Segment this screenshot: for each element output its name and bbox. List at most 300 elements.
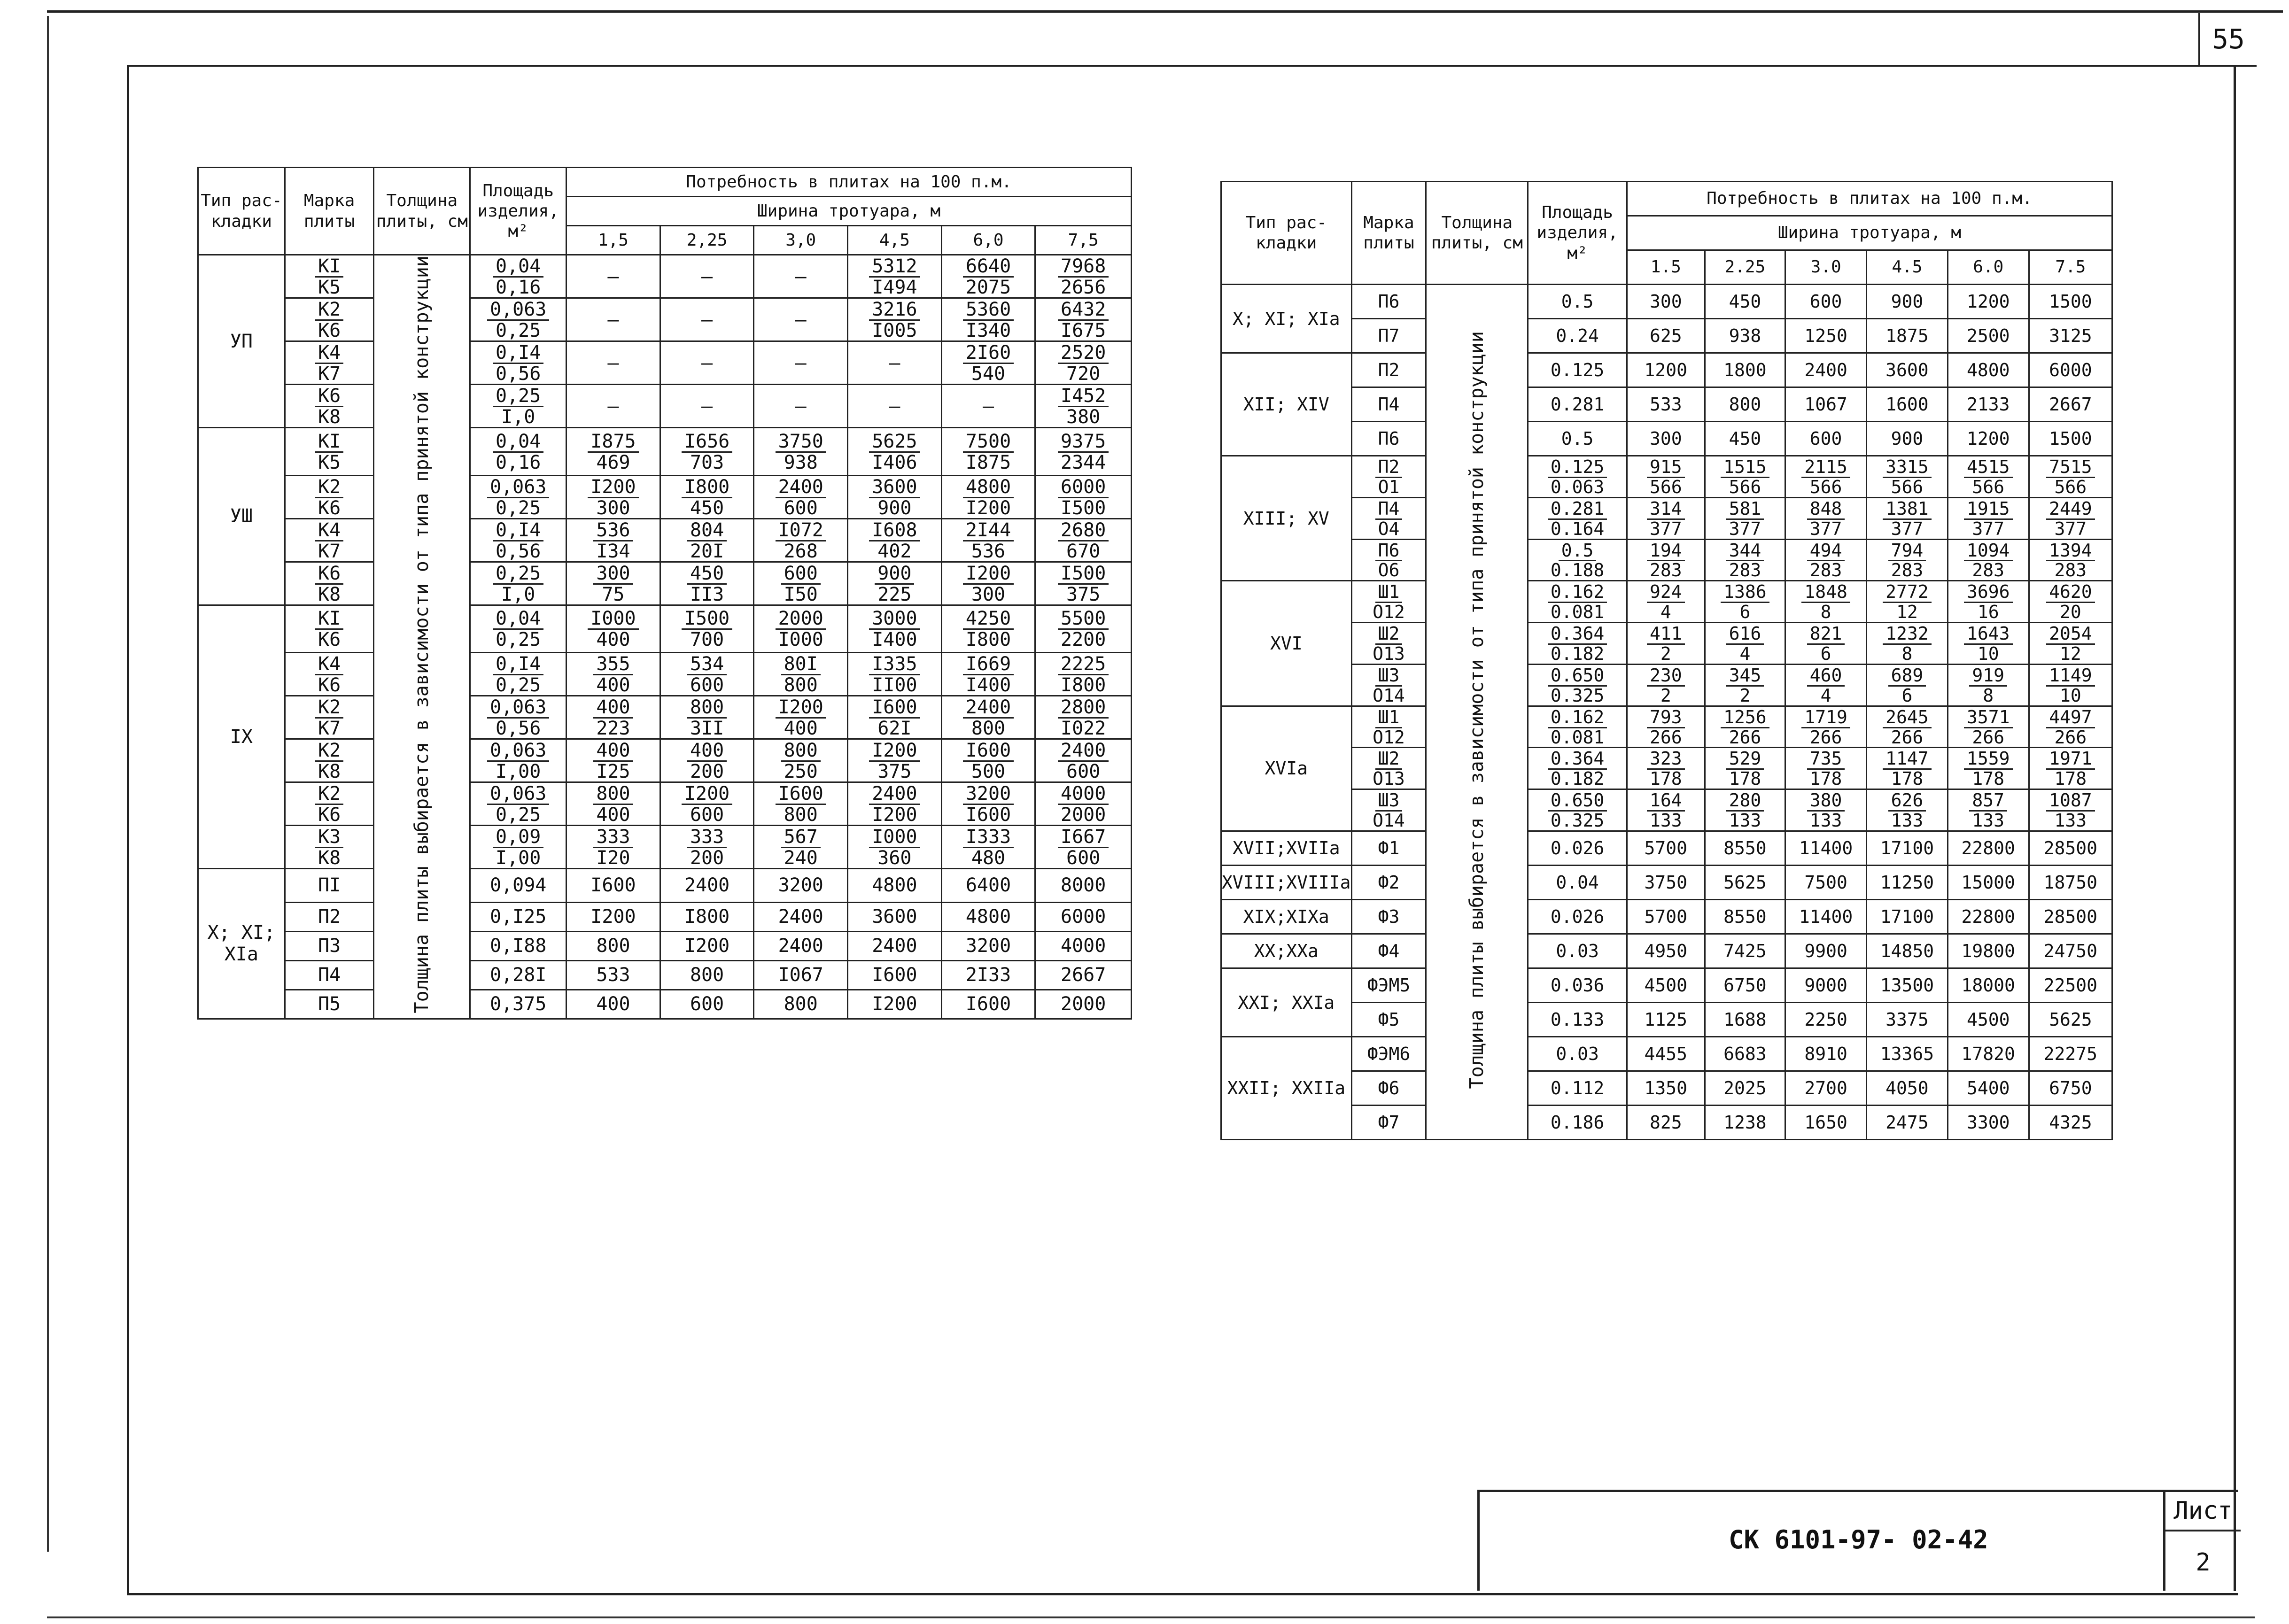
numerator: 800 bbox=[593, 784, 633, 805]
denominator: I,00 bbox=[496, 761, 541, 782]
need-value bbox=[2029, 664, 2112, 706]
cell-value: 600 bbox=[690, 993, 724, 1015]
fraction bbox=[869, 256, 920, 297]
numerator: 567 bbox=[781, 827, 821, 848]
need-value bbox=[1867, 968, 1948, 1003]
need-value bbox=[1948, 1003, 2029, 1037]
numerator: 1915 bbox=[1964, 500, 2013, 520]
numerator: 0,I4 bbox=[493, 654, 543, 675]
need-value bbox=[1785, 497, 1867, 539]
table-row bbox=[198, 341, 1132, 385]
cell-value: 19800 bbox=[1961, 941, 2015, 962]
need-value bbox=[1867, 387, 1948, 422]
cell-value: 1350 bbox=[1644, 1078, 1688, 1099]
need-value bbox=[1948, 968, 2029, 1003]
fraction bbox=[1373, 625, 1405, 664]
denominator: I494 bbox=[872, 277, 917, 298]
header-width-value: 4,5 bbox=[848, 226, 942, 255]
cell-value: 2400 bbox=[684, 874, 730, 897]
fraction bbox=[1548, 791, 1607, 830]
cell-value: 1250 bbox=[1804, 325, 1847, 346]
fraction bbox=[1548, 708, 1607, 747]
fraction bbox=[1373, 708, 1405, 747]
cell-value: 2400 bbox=[778, 935, 823, 957]
denominator: 178 bbox=[2054, 768, 2087, 789]
need-value bbox=[1785, 285, 1867, 319]
numerator: 494 bbox=[1807, 541, 1845, 562]
denominator: 500 bbox=[971, 761, 1006, 782]
area-value bbox=[1528, 706, 1627, 748]
numerator: 5360 bbox=[963, 300, 1014, 321]
need-value bbox=[848, 782, 942, 826]
need-value bbox=[848, 298, 942, 341]
need-value bbox=[1705, 831, 1785, 866]
need-value bbox=[754, 385, 848, 428]
numerator: Ш2 bbox=[1375, 625, 1403, 645]
fraction bbox=[1726, 541, 1764, 580]
need-value bbox=[754, 990, 848, 1019]
table-row bbox=[1221, 900, 2112, 934]
cell-value: 6400 bbox=[965, 874, 1011, 897]
need-value bbox=[1948, 353, 2029, 387]
layout-type: XIX;XIXa bbox=[1221, 900, 1352, 934]
numerator: 2772 bbox=[1883, 583, 1932, 603]
numerator: 5500 bbox=[1058, 609, 1109, 630]
need-value bbox=[1785, 748, 1867, 789]
denominator: 377 bbox=[1809, 518, 1842, 539]
area-value bbox=[470, 385, 566, 428]
need-value bbox=[1627, 748, 1705, 789]
need-value bbox=[1035, 826, 1132, 869]
need-value bbox=[1035, 696, 1132, 739]
cell-value: Ф2 bbox=[1378, 872, 1400, 893]
denominator: О1 bbox=[1378, 476, 1400, 497]
numerator: Ш1 bbox=[1375, 708, 1403, 728]
denominator: I,00 bbox=[496, 847, 541, 869]
need-value bbox=[1705, 456, 1785, 498]
need-value bbox=[2029, 748, 2112, 789]
fraction bbox=[2046, 750, 2095, 789]
fraction bbox=[588, 432, 638, 472]
cell-value: 17100 bbox=[1880, 838, 1934, 859]
numerator: 2115 bbox=[1801, 458, 1850, 478]
fraction bbox=[588, 609, 638, 650]
fraction bbox=[487, 697, 549, 738]
fraction bbox=[1726, 750, 1764, 789]
header-need: Потребность в плитах на 100 п.м. bbox=[1627, 182, 2112, 216]
denominator: 0,16 bbox=[496, 277, 541, 298]
denominator: 300 bbox=[596, 497, 630, 519]
cell-value: 3600 bbox=[1886, 360, 1929, 380]
need-value bbox=[1785, 664, 1867, 706]
numerator: 80I bbox=[781, 654, 821, 675]
denominator: К6 bbox=[318, 320, 341, 341]
fraction bbox=[1548, 500, 1607, 539]
numerator: 1643 bbox=[1964, 625, 2013, 645]
numerator: I200 bbox=[588, 477, 638, 498]
denominator: О14 bbox=[1373, 685, 1405, 706]
fraction bbox=[315, 256, 343, 297]
denominator: 0.182 bbox=[1550, 643, 1605, 665]
cell-value: 0.281 bbox=[1550, 394, 1605, 415]
need-value bbox=[1627, 706, 1705, 748]
denominator: 200 bbox=[690, 761, 724, 782]
header-width-value: 1.5 bbox=[1627, 250, 1705, 285]
header-mark: Марка плиты bbox=[285, 168, 374, 255]
numerator: 345 bbox=[1726, 666, 1764, 687]
numerator: I200 bbox=[682, 784, 732, 805]
cell-value: 3750 bbox=[1644, 872, 1688, 893]
fraction bbox=[315, 520, 343, 561]
denominator: 133 bbox=[2054, 810, 2087, 831]
fraction bbox=[1964, 583, 2013, 622]
cell-value: I800 bbox=[684, 906, 730, 928]
need-value bbox=[1627, 789, 1705, 831]
cell-value: – bbox=[607, 352, 619, 374]
area-value bbox=[470, 782, 566, 826]
cell-value: 533 bbox=[596, 964, 630, 986]
table-row bbox=[198, 902, 1132, 931]
need-value bbox=[754, 826, 848, 869]
denominator: 266 bbox=[1809, 727, 1842, 748]
fraction bbox=[963, 477, 1014, 518]
denominator: 2 bbox=[1660, 685, 1671, 706]
fraction bbox=[593, 784, 633, 825]
cell-value: 300 bbox=[1649, 428, 1682, 449]
area-value bbox=[470, 341, 566, 385]
need-value bbox=[754, 931, 848, 960]
denominator: 0,56 bbox=[496, 718, 541, 739]
numerator: 735 bbox=[1807, 750, 1845, 770]
denominator: О6 bbox=[1378, 560, 1400, 581]
denominator: К5 bbox=[318, 277, 341, 298]
fraction bbox=[1964, 708, 2013, 747]
need-value bbox=[660, 960, 754, 990]
need-value bbox=[1948, 319, 2029, 353]
denominator: 10 bbox=[1977, 643, 1999, 665]
need-value bbox=[1705, 497, 1785, 539]
denominator: 8 bbox=[1983, 685, 1994, 706]
need-value bbox=[566, 385, 660, 428]
need-value bbox=[1785, 900, 1867, 934]
need-value bbox=[1627, 664, 1705, 706]
fraction bbox=[1058, 564, 1109, 604]
denominator: 266 bbox=[1649, 727, 1682, 748]
numerator: I656 bbox=[682, 432, 732, 453]
numerator: 3315 bbox=[1883, 458, 1932, 478]
fraction bbox=[687, 827, 727, 868]
cell-value: П4 bbox=[1378, 394, 1400, 415]
need-value bbox=[754, 782, 848, 826]
denominator: 566 bbox=[1891, 476, 1924, 497]
area-value bbox=[470, 960, 566, 990]
fraction bbox=[1647, 750, 1685, 789]
fraction bbox=[2046, 583, 2095, 622]
denominator: 12 bbox=[2059, 643, 2081, 665]
numerator: К6 bbox=[315, 564, 343, 585]
fraction bbox=[588, 477, 638, 518]
numerator: 164 bbox=[1647, 791, 1685, 812]
numerator: I200 bbox=[776, 697, 826, 719]
numerator: 924 bbox=[1647, 583, 1685, 603]
numerator: 2680 bbox=[1058, 520, 1109, 541]
cell-value: I600 bbox=[590, 874, 636, 897]
cell-value: 2500 bbox=[1966, 325, 2010, 346]
cell-value: 450 bbox=[1729, 428, 1761, 449]
denominator: 2 bbox=[1739, 685, 1751, 706]
need-value bbox=[1948, 831, 2029, 866]
need-value bbox=[1705, 581, 1785, 623]
fraction bbox=[1647, 458, 1685, 497]
area-value bbox=[470, 518, 566, 562]
numerator: 6640 bbox=[963, 256, 1014, 278]
need-value bbox=[2029, 623, 2112, 665]
denominator: 133 bbox=[1809, 810, 1842, 831]
numerator: 1719 bbox=[1801, 708, 1850, 728]
header-need: Потребность в плитах на 100 п.м. bbox=[566, 168, 1132, 197]
denominator: 400 bbox=[784, 718, 818, 739]
need-value bbox=[848, 518, 942, 562]
fraction bbox=[687, 564, 727, 604]
fraction bbox=[963, 256, 1014, 297]
cell-value: 1200 bbox=[1966, 291, 2010, 312]
cell-value: 6000 bbox=[1061, 906, 1106, 928]
fraction bbox=[1647, 666, 1685, 705]
need-value bbox=[754, 298, 848, 341]
cell-value: 2250 bbox=[1804, 1009, 1847, 1030]
right-table bbox=[1220, 181, 2113, 1140]
need-value bbox=[1948, 497, 2029, 539]
fraction bbox=[1373, 750, 1405, 789]
need-value bbox=[1867, 285, 1948, 319]
numerator: 0,063 bbox=[487, 300, 549, 321]
need-value bbox=[1705, 623, 1785, 665]
numerator: 400 bbox=[687, 741, 727, 762]
need-value bbox=[1867, 422, 1948, 456]
sheet-left-line bbox=[47, 16, 49, 1552]
cell-value: 0.125 bbox=[1550, 360, 1605, 380]
numerator: 7515 bbox=[2046, 458, 2095, 478]
denominator: 0,25 bbox=[496, 497, 541, 519]
numerator: К4 bbox=[315, 520, 343, 541]
need-value bbox=[1705, 1071, 1785, 1106]
denominator: 0.325 bbox=[1550, 685, 1605, 706]
denominator: I20 bbox=[596, 847, 630, 869]
need-value bbox=[1705, 1106, 1785, 1140]
cell-value: 1875 bbox=[1886, 325, 1929, 346]
denominator: 200 bbox=[690, 847, 724, 869]
table-row bbox=[198, 428, 1132, 476]
cell-value: П3 bbox=[318, 935, 341, 957]
fraction bbox=[1548, 666, 1607, 705]
need-value bbox=[660, 902, 754, 931]
need-value bbox=[566, 902, 660, 931]
denominator: 133 bbox=[1972, 810, 2005, 831]
fraction bbox=[1058, 520, 1109, 561]
denominator: 800 bbox=[784, 804, 818, 826]
denominator: I875 bbox=[965, 451, 1011, 473]
need-value bbox=[848, 255, 942, 298]
cell-value: 4800 bbox=[965, 906, 1011, 928]
denominator: 800 bbox=[971, 718, 1006, 739]
numerator: I333 bbox=[963, 827, 1014, 848]
denominator: 240 bbox=[784, 847, 818, 869]
denominator: 268 bbox=[784, 540, 818, 562]
header-row bbox=[198, 168, 1132, 197]
need-value bbox=[1785, 706, 1867, 748]
need-value bbox=[1867, 1071, 1948, 1106]
need-value bbox=[660, 298, 754, 341]
fraction bbox=[593, 827, 633, 868]
fraction bbox=[315, 827, 343, 868]
fraction bbox=[869, 741, 920, 781]
denominator: 0,16 bbox=[496, 451, 541, 473]
area-value bbox=[1528, 900, 1627, 934]
need-value bbox=[1627, 831, 1705, 866]
denominator: 900 bbox=[877, 497, 912, 519]
need-value bbox=[566, 826, 660, 869]
need-value bbox=[1035, 960, 1132, 990]
need-value bbox=[1627, 623, 1705, 665]
fraction bbox=[963, 432, 1014, 472]
need-value bbox=[1948, 387, 2029, 422]
numerator: К2 bbox=[315, 300, 343, 321]
denominator: 300 bbox=[971, 583, 1006, 605]
layout-type: XVII;XVIIa bbox=[1221, 831, 1352, 866]
fraction bbox=[781, 741, 821, 781]
cell-value: 28500 bbox=[2043, 906, 2098, 928]
cell-value: П7 bbox=[1378, 325, 1400, 346]
need-value bbox=[1627, 1037, 1705, 1071]
need-value bbox=[754, 696, 848, 739]
denominator: 0.188 bbox=[1550, 560, 1605, 581]
need-value bbox=[1867, 456, 1948, 498]
need-value bbox=[1627, 456, 1705, 498]
cell-value: 0,375 bbox=[489, 993, 547, 1015]
need-value bbox=[1948, 664, 2029, 706]
denominator: О13 bbox=[1373, 643, 1405, 665]
need-value bbox=[1705, 1003, 1785, 1037]
denominator: 133 bbox=[1729, 810, 1761, 831]
need-value bbox=[941, 826, 1035, 869]
area-value bbox=[1528, 319, 1627, 353]
header-thickness: Толщина плиты, см bbox=[374, 168, 470, 255]
denominator: К6 bbox=[318, 497, 341, 519]
cell-value: 800 bbox=[1729, 394, 1761, 415]
fraction bbox=[1375, 500, 1403, 539]
denominator: 0.063 bbox=[1550, 476, 1605, 497]
cell-value: 4950 bbox=[1644, 941, 1688, 962]
fraction bbox=[315, 697, 343, 738]
cell-value: 0.03 bbox=[1556, 941, 1599, 962]
fraction bbox=[776, 432, 826, 472]
need-value bbox=[1785, 789, 1867, 831]
fraction bbox=[776, 477, 826, 518]
cell-value: 14850 bbox=[1880, 941, 1934, 962]
need-value bbox=[1705, 900, 1785, 934]
denominator: I675 bbox=[1061, 320, 1106, 341]
denominator: 283 bbox=[2054, 560, 2087, 581]
need-value bbox=[1867, 539, 1948, 581]
need-value bbox=[1705, 285, 1785, 319]
denominator: I800 bbox=[965, 629, 1011, 651]
fraction bbox=[1964, 500, 2013, 539]
cell-value: П2 bbox=[318, 906, 341, 928]
need-value bbox=[1035, 653, 1132, 696]
cell-value: 1125 bbox=[1644, 1009, 1688, 1030]
need-value bbox=[660, 869, 754, 903]
fraction bbox=[869, 477, 920, 518]
header-width: Ширина тротуара, м bbox=[566, 197, 1132, 226]
table-row bbox=[1221, 748, 2112, 789]
numerator: КI bbox=[315, 256, 343, 278]
fraction bbox=[1647, 625, 1685, 664]
denominator: 250 bbox=[784, 761, 818, 782]
need-value bbox=[660, 739, 754, 782]
area-value bbox=[470, 653, 566, 696]
denominator: 938 bbox=[784, 451, 818, 473]
area-value bbox=[1528, 1106, 1627, 1140]
area-value bbox=[1528, 285, 1627, 319]
fraction bbox=[1058, 827, 1109, 868]
need-value bbox=[1705, 422, 1785, 456]
fraction bbox=[963, 564, 1014, 604]
numerator: I600 bbox=[869, 697, 920, 719]
need-value bbox=[1785, 539, 1867, 581]
denominator: 8 bbox=[1901, 643, 1913, 665]
need-value bbox=[1867, 789, 1948, 831]
table-row bbox=[198, 782, 1132, 826]
cell-value: 4000 bbox=[1061, 935, 1106, 957]
denominator: 283 bbox=[1809, 560, 1842, 581]
plate-mark bbox=[1351, 664, 1426, 706]
plate-mark bbox=[285, 931, 374, 960]
numerator: 333 bbox=[687, 827, 727, 848]
need-value bbox=[941, 341, 1035, 385]
cell-value: 3200 bbox=[965, 935, 1011, 957]
need-value bbox=[754, 562, 848, 605]
numerator: Ш1 bbox=[1375, 583, 1403, 603]
table-row bbox=[198, 869, 1132, 903]
need-value bbox=[1627, 539, 1705, 581]
need-value bbox=[941, 475, 1035, 518]
need-value bbox=[941, 428, 1035, 476]
plate-mark bbox=[1351, 387, 1426, 422]
need-value bbox=[754, 605, 848, 653]
cell-value: 18750 bbox=[2043, 872, 2098, 893]
need-value bbox=[1948, 623, 2029, 665]
cell-value: 2667 bbox=[2049, 394, 2092, 415]
denominator: 566 bbox=[1972, 476, 2005, 497]
cell-value: 600 bbox=[1809, 428, 1842, 449]
numerator: 0.5 bbox=[1559, 541, 1597, 562]
numerator: 2000 bbox=[776, 609, 826, 630]
area-value bbox=[470, 869, 566, 903]
denominator: 178 bbox=[1729, 768, 1761, 789]
numerator: 2645 bbox=[1883, 708, 1932, 728]
numerator: I800 bbox=[682, 477, 732, 498]
cell-value: 800 bbox=[596, 935, 630, 957]
denominator: К5 bbox=[318, 451, 341, 473]
numerator: 4250 bbox=[963, 609, 1014, 630]
need-value bbox=[1705, 1037, 1785, 1071]
cell-value: I200 bbox=[684, 935, 730, 957]
denominator: 0.081 bbox=[1550, 602, 1605, 623]
denominator: 2200 bbox=[1061, 629, 1106, 651]
denominator: О4 bbox=[1378, 518, 1400, 539]
plate-mark bbox=[1351, 623, 1426, 665]
fraction bbox=[1721, 583, 1769, 622]
